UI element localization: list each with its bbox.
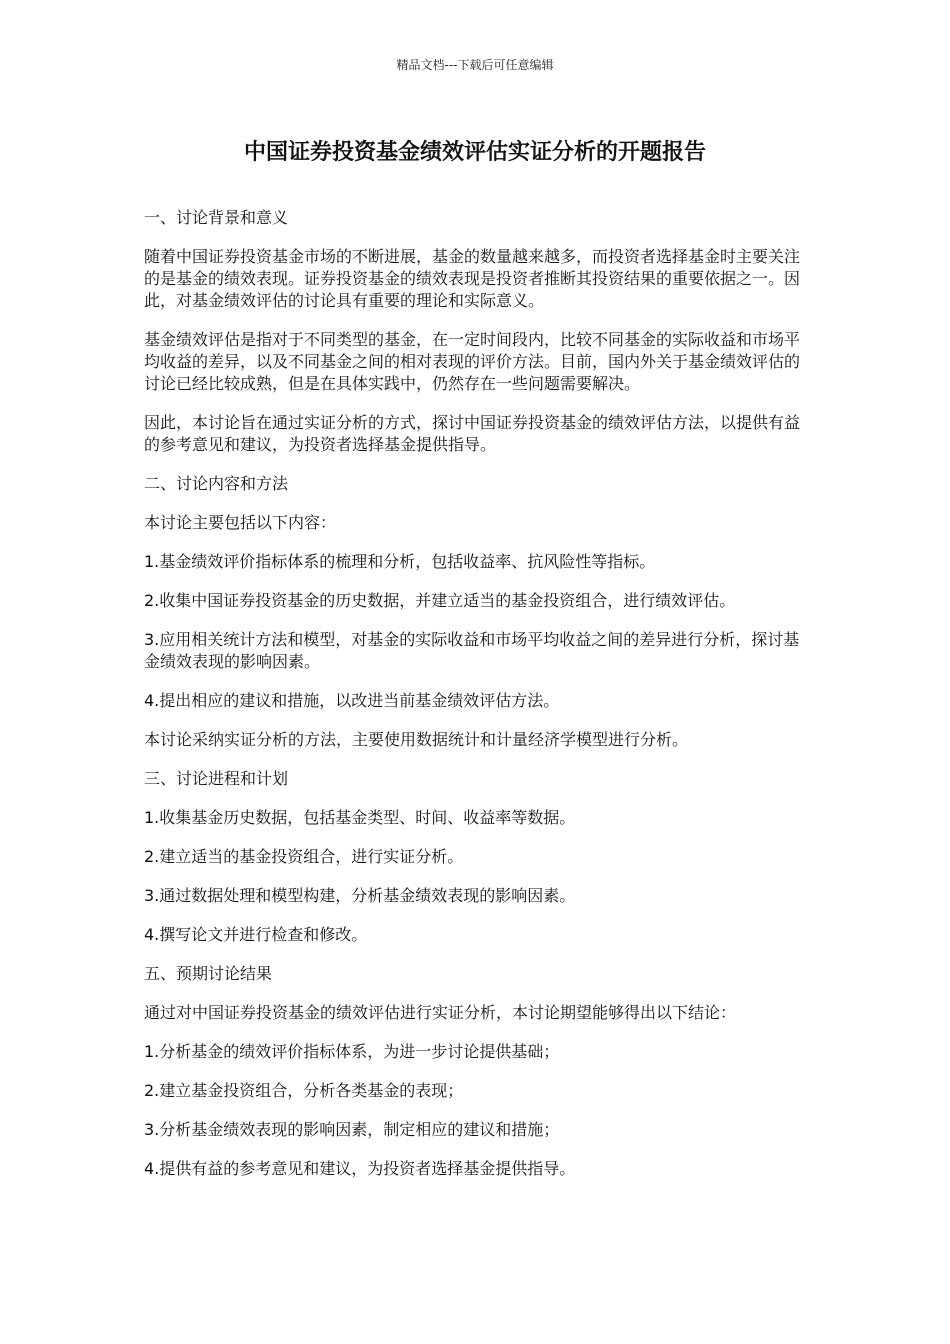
section-3-item-4: 4.撰写论文并进行检查和修改。 xyxy=(144,925,368,944)
section-1-paragraph-2: 基金绩效评估是指对于不同类型的基金，在一定时间段内，比较不同基金的实际收益和市场平均收益的差异，以及不同基金之间的相对表现的评价方法。目前，国内外关于基金绩效评估的讨论已经比较成熟，但是在具体实践中，仍然存在一些问题需要解决。 xyxy=(144,330,801,393)
section-2-method: 本讨论采纳实证分析的方法，主要使用数据统计和计量经济学模型进行分析。 xyxy=(144,730,689,749)
section-3-item-3: 3.通过数据处理和模型构建，分析基金绩效表现的影响因素。 xyxy=(144,886,576,905)
section-5-item-4: 4.提供有益的参考意见和建议，为投资者选择基金提供指导。 xyxy=(144,1159,576,1178)
section-5-item-3: 3.分析基金绩效表现的影响因素，制定相应的建议和措施； xyxy=(144,1120,560,1139)
document-body xyxy=(144,207,806,1197)
section-3-item-2: 2.建立适当的基金投资组合，进行实证分析。 xyxy=(144,847,464,866)
section-5-heading: 五、预期讨论结果 xyxy=(144,964,273,983)
section-2-item-3: 3.应用相关统计方法和模型，对基金的实际收益和市场平均收益之间的差异进行分析，探讨基金绩效表现的影响因素。 xyxy=(144,630,800,671)
section-2-heading: 二、讨论内容和方法 xyxy=(144,474,289,493)
section-5-item-2: 2.建立基金投资组合，分析各类基金的表现； xyxy=(144,1081,464,1100)
document-title: 中国证券投资基金绩效评估实证分析的开题报告 xyxy=(243,140,706,165)
section-2-item-2: 2.收集中国证券投资基金的历史数据，并建立适当的基金投资组合，进行绩效评估。 xyxy=(144,591,736,610)
section-1-paragraph-3: 因此，本讨论旨在通过实证分析的方式，探讨中国证券投资基金的绩效评估方法，以提供有益的参考意见和建议，为投资者选择基金提供指导。 xyxy=(144,413,801,454)
section-2-intro: 本讨论主要包括以下内容： xyxy=(144,513,337,532)
section-2-item-1: 1.基金绩效评价指标体系的梳理和分析，包括收益率、抗风险性等指标。 xyxy=(144,552,656,571)
section-5-item-1: 1.分析基金的绩效评价指标体系，为进一步讨论提供基础； xyxy=(144,1042,560,1061)
page-header: 精品文档---下载后可任意编辑 xyxy=(396,58,554,72)
section-3-item-1: 1.收集基金历史数据，包括基金类型、时间、收益率等数据。 xyxy=(144,808,576,827)
section-5-intro: 通过对中国证券投资基金的绩效评估进行实证分析，本讨论期望能够得出以下结论： xyxy=(144,1003,737,1022)
section-1-heading: 一、讨论背景和意义 xyxy=(144,208,289,227)
section-1-paragraph-1: 随着中国证券投资基金市场的不断进展，基金的数量越来越多，而投资者选择基金时主要关注的是基金的绩效表现。证券投资基金的绩效表现是投资者推断其投资结果的重要依据之一。因此，对基金绩效评估的讨论具有重要的理论和实际意义。 xyxy=(144,247,801,310)
section-2-item-4: 4.提出相应的建议和措施，以改进当前基金绩效评估方法。 xyxy=(144,691,560,710)
section-3-heading: 三、讨论进程和计划 xyxy=(144,769,289,788)
